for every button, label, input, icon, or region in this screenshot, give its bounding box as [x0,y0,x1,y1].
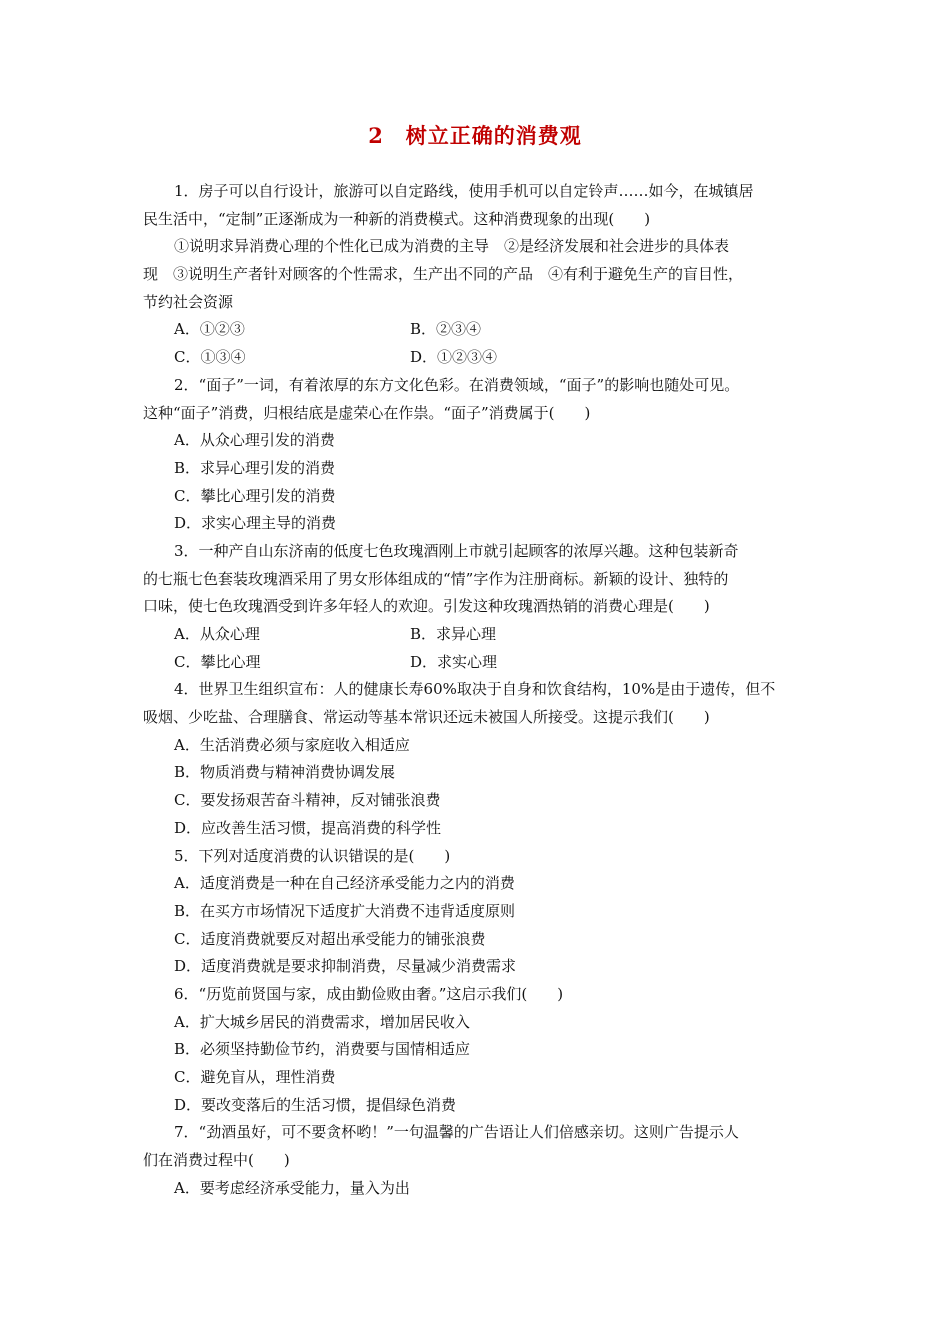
option-d: D．求实心理主导的消费 [174,514,337,533]
option-c: C．避免盲从，理性消费 [174,1068,336,1086]
question-2-text: 2．“面子”一词，有着浓厚的东方文化色彩。在消费领域，“面子”的影响也随处可见。 [174,375,740,394]
question-3-text: 口味，使七色玫瑰酒受到许多年轻人的欢迎。引发这种玫瑰酒热销的消费心理是( ) [143,597,710,616]
question-3-text: 的七瓶七色套装玫瑰酒采用了男女形体组成的“情”字作为注册商标。新颖的设计、独特的 [143,569,729,588]
option-d: D．要改变落后的生活习惯，提倡绿色消费 [174,1095,457,1114]
option-a: A．从众心理引发的消费 [174,431,335,450]
option-c: C．要发扬艰苦奋斗精神，反对铺张浪费 [174,791,441,810]
question-7-text: 们在消费过程中( ) [143,1151,290,1170]
option-d: D．应改善生活习惯，提高消费的科学性 [174,818,442,837]
question-4-text: 吸烟、少吃盐、合理膳食、常运动等基本常识还远未被国人所接受。这提示我们( ) [143,708,710,727]
option-a: A．①②③ [174,320,245,339]
question-1-text: 1．房子可以自行设计，旅游可以自定路线，使用手机可以自定铃声……如今，在城镇居 [174,182,754,200]
option-a: A．生活消费必须与家庭收入相适应 [174,735,410,754]
question-1-statements: 节约社会资源 [143,292,234,311]
option-b: B．物质消费与精神消费协调发展 [174,763,396,782]
option-d: D．适度消费就是要求抑制消费，尽量减少消费需求 [174,957,517,976]
option-c: C．攀比心理 [174,652,261,671]
option-b: B．在买方市场情况下适度扩大消费不违背适度原则 [174,901,516,920]
option-a: A．扩大城乡居民的消费需求，增加居民收入 [174,1012,470,1031]
question-1-options-row [143,344,809,372]
question-4-text: 4．世界卫生组织宣布：人的健康长寿60%取决于自身和饮食结构，10%是由于遗传，但不 [174,680,776,699]
question-list [143,178,809,1202]
question-6-text: 6．“历览前贤国与家，成由勤俭败由奢。”这启示我们( ) [174,984,564,1003]
option-b: B．必须坚持勤俭节约，消费要与国情相适应 [174,1040,471,1059]
question-3-options-row [143,649,809,677]
option-b: B．求异心理引发的消费 [174,458,336,477]
page-title: 2 树立正确的消费观 [368,123,582,148]
option-d: D．求实心理 [410,652,498,671]
question-5-text: 5．下列对适度消费的认识错误的是( ) [174,846,451,865]
question-1-options-row [143,316,809,344]
option-a: A．从众心理 [174,625,260,643]
option-b: B．求异心理 [410,625,497,643]
option-a: A．要考虑经济承受能力，量入为出 [174,1178,410,1197]
question-2-text: 这种“面子”消费，归根结底是虚荣心在作祟。“面子”消费属于( ) [143,403,591,422]
question-7-text: 7．“劲酒虽好，可不要贪杯哟！”一句温馨的广告语让人们倍感亲切。这则广告提示人 [174,1123,739,1142]
option-c: C．适度消费就要反对超出承受能力的铺张浪费 [174,929,486,948]
option-d: D．①②③④ [410,348,498,367]
question-1-statements: 现 ③说明生产者针对顾客的个性需求，生产出不同的产品 ④有利于避免生产的盲目性， [143,265,744,284]
option-a: A．适度消费是一种在自己经济承受能力之内的消费 [174,874,515,893]
question-1-text: 民生活中，“定制”正逐渐成为一种新的消费模式。这种消费现象的出现( ) [143,209,651,228]
question-1-statements: ①说明求异消费心理的个性化已成为消费的主导 ②是经济发展和社会进步的具体表 [174,237,730,256]
question-3-options-row [143,621,809,649]
option-c: C．①③④ [174,348,246,367]
option-c: C．攀比心理引发的消费 [174,486,336,505]
option-b: B．②③④ [410,320,482,339]
question-3-text: 3．一种产自山东济南的低度七色玫瑰酒刚上市就引起顾客的浓厚兴趣。这种包装新奇 [174,541,739,560]
